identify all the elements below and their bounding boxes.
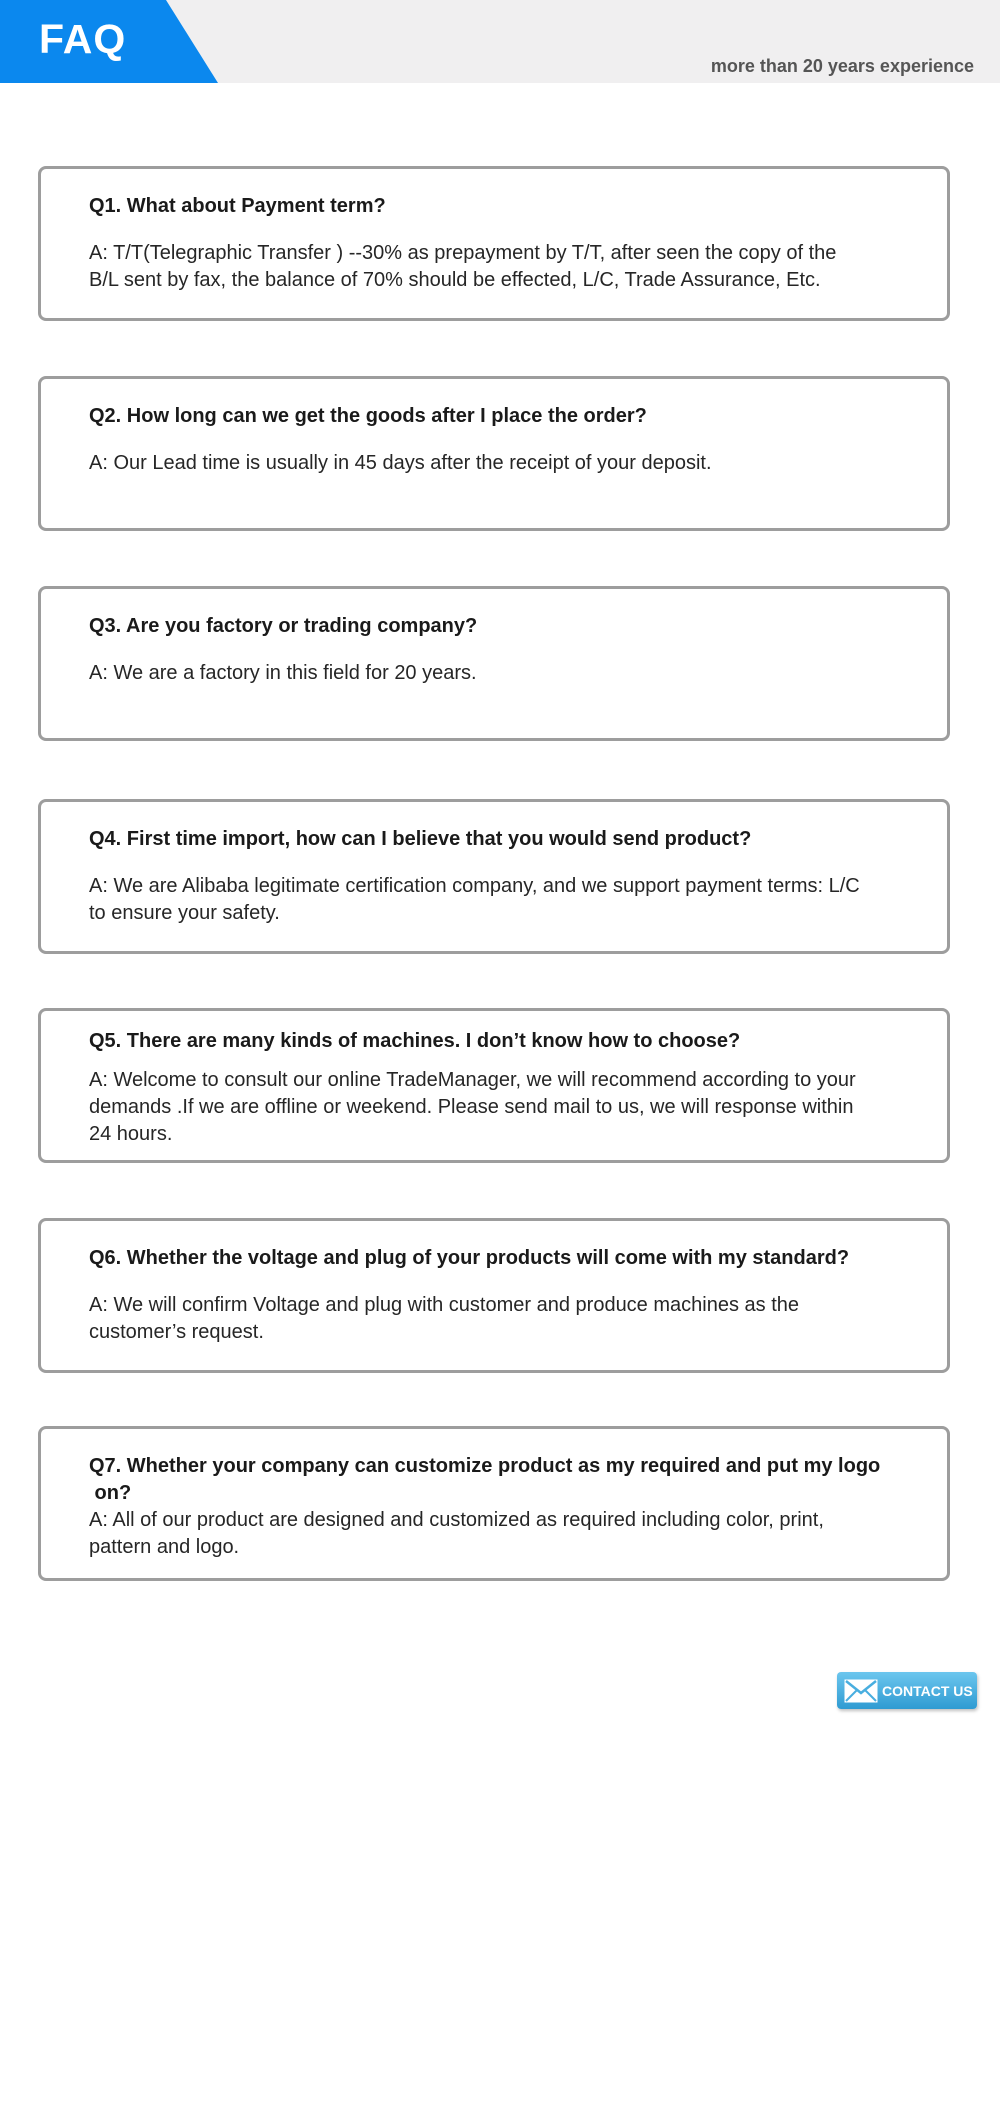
faq-question: Q2. How long can we get the goods after I place the order? (89, 405, 647, 427)
faq-answer: A: We will confirm Voltage and plug with customer and produce machines as the customer’s request. (89, 1294, 799, 1343)
faq-question: Q6. Whether the voltage and plug of your products will come with my standard? (89, 1247, 850, 1269)
faq-card-7 (38, 1426, 950, 1581)
experience-tagline: more than 20 years experience (710, 56, 974, 76)
faq-card-2 (38, 376, 950, 531)
faq-card-5 (38, 1008, 950, 1163)
faq-answer: A: T/T(Telegraphic Transfer ) --30% as prepayment by T/T, after seen the copy of the B/L sent by fax, the balance of 70% should be effected, L/C, Trade Assurance, Etc. (89, 242, 837, 291)
faq-question: Q1. What about Payment term? (89, 195, 386, 217)
faq-answer: A: All of our product are designed and customized as required including color, print, pattern and logo. (89, 1509, 824, 1558)
faq-card-6 (38, 1218, 950, 1373)
faq-question: Q7. Whether your company can customize product as my required and put my logo on? (89, 1455, 881, 1504)
contact-us-label: CONTACT US (882, 1682, 973, 1699)
faq-answer: A: Our Lead time is usually in 45 days after the receipt of your deposit. (89, 452, 712, 474)
page-header (0, 0, 1000, 83)
faq-question: Q3. Are you factory or trading company? (89, 615, 478, 637)
faq-question: Q5. There are many kinds of machines. I don’t know how to choose? (89, 1030, 741, 1052)
faq-card-4 (38, 799, 950, 954)
faq-card-3 (38, 586, 950, 741)
faq-question: Q4. First time import, how can I believe that you would send product? (89, 828, 752, 850)
faq-answer: A: We are a factory in this field for 20 years. (89, 662, 477, 684)
contact-us-button[interactable] (837, 1672, 977, 1709)
faq-answer: A: Welcome to consult our online TradeManager, we will recommend according to your demands .If we are offline or weekend. Please send mail to us, we will response within 24 hours. (89, 1069, 856, 1145)
envelope-icon (844, 1679, 878, 1703)
faq-card-1 (38, 166, 950, 321)
page-title: FAQ (39, 16, 127, 62)
faq-answer: A: We are Alibaba legitimate certification company, and we support payment terms: L/C to ensure your safety. (89, 875, 860, 924)
